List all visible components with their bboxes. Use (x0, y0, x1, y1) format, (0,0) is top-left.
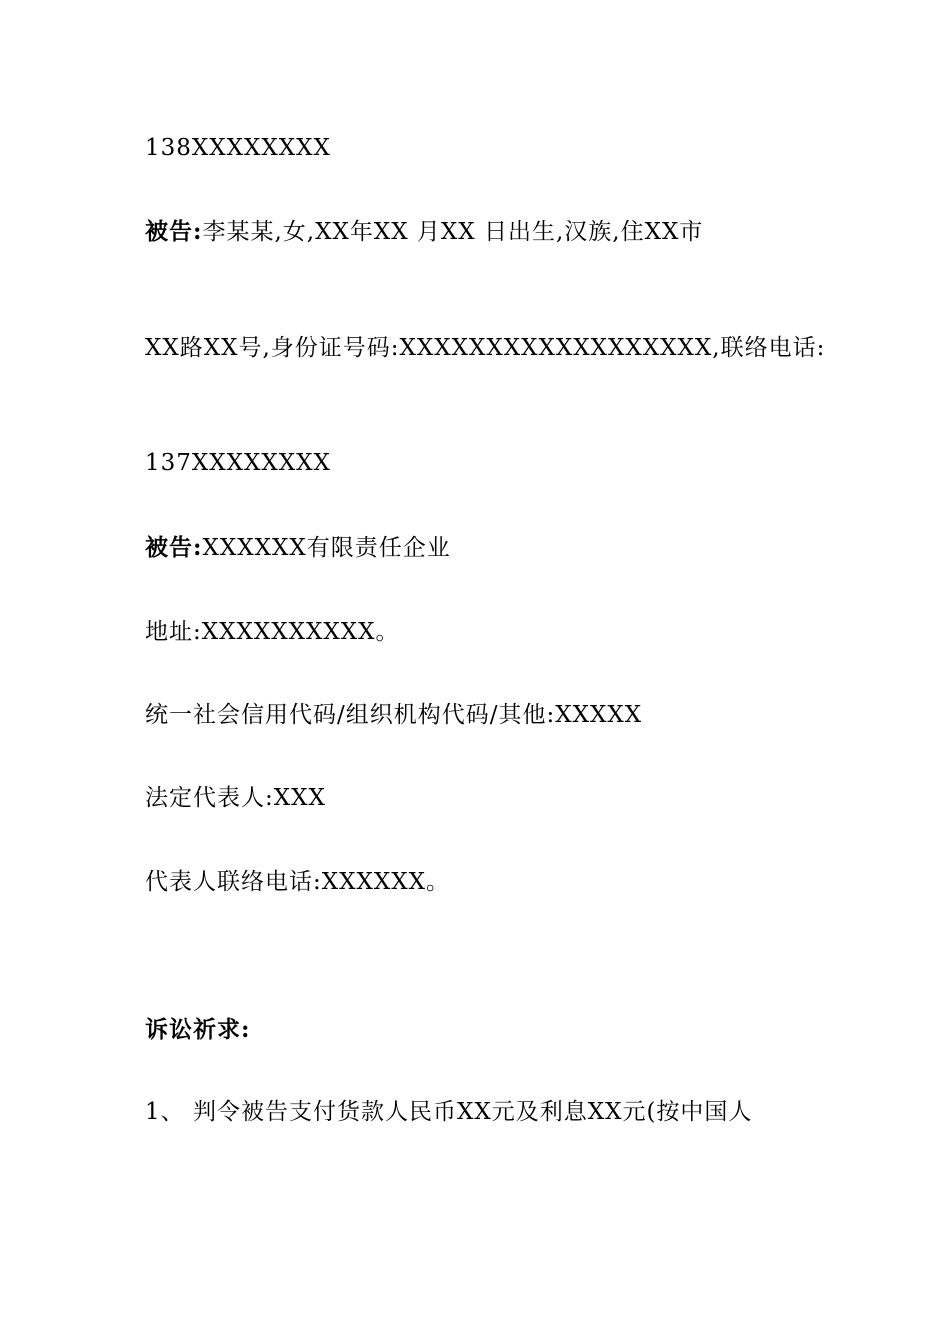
plaintiff-phone: 138XXXXXXXX (145, 135, 331, 161)
defendant-1-line-1 (145, 217, 703, 247)
defendant-2-representative-phone: 代表人联络电话:XXXXXX。 (145, 869, 450, 895)
defendant-1-line-2: XX路XX号,身份证号码:XXXXXXXXXXXXXXXXXX,联络电话: (145, 335, 826, 361)
defendant-2-address: 地址:XXXXXXXXXX。 (145, 619, 400, 645)
defendant-2-name: XXXXXX有限责任企业 (202, 535, 451, 561)
defendant-2-credit-code: 统一社会信用代码/组织机构代码/其他:XXXXX (145, 702, 643, 728)
defendant-2-label: 被告: (145, 534, 203, 561)
defendant-1-label: 被告: (145, 218, 203, 245)
defendant-2-legal-representative: 法定代表人:XXX (145, 785, 326, 811)
defendant-1-details: 李某某,女,XX年XX 月XX 日出生,汉族,住XX市 (202, 219, 704, 245)
claims-heading: 诉讼祈求: (145, 1016, 251, 1043)
claim-1: 1、 判令被告支付货款人民币XX元及利息XX元(按中国人 (145, 1099, 753, 1125)
defendant-2-line (145, 533, 451, 563)
defendant-1-phone: 137XXXXXXXX (145, 450, 331, 476)
